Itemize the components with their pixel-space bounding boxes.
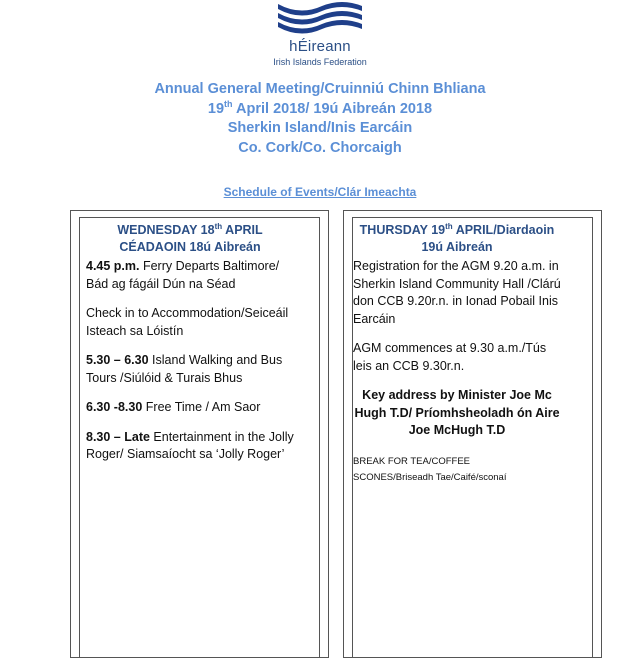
- organization-subtitle: Irish Islands Federation: [273, 57, 367, 67]
- thursday-column: [353, 222, 561, 486]
- event-ferry: 4.45 p.m. Ferry Departs Baltimore/ Bád ag fágáil Dún na Séad: [86, 259, 280, 291]
- event-free-time: 6.30 -8.30 Free Time / Am Saor: [86, 400, 261, 414]
- heading-line-2: 19th April 2018/ 19ú Aibreán 2018: [207, 98, 433, 117]
- event-keynote: Key address by Minister Joe Mc Hugh T.D/ Príomhsheoladh ón Aire Joe McHugh T.D: [354, 388, 560, 437]
- event-registration: Registration for the AGM 9.20 a.m. in Sherkin Island Community Hall /Clárú don CCB 9.20r.n. in Ionad Pobail Inis Earcáin: [353, 259, 561, 326]
- event-walking-tours: 5.30 – 6.30 Island Walking and Bus Tours /Siúlóid & Turais Bhus: [86, 353, 283, 385]
- thursday-title: THURSDAY 19th APRIL/Diardaoin 19ú Aibreán: [359, 221, 555, 254]
- wednesday-column: [86, 222, 294, 476]
- schedule-title: Schedule of Events/Clár Imeachta: [223, 185, 417, 199]
- event-check-in: Check in to Accommodation/Seiceáil Isteach sa Lóistín: [86, 306, 289, 338]
- wednesday-title: WEDNESDAY 18th APRIL CÉADAOIN 18ú Aibreán: [117, 221, 263, 254]
- event-entertainment: 8.30 – Late Entertainment in the Jolly Roger/ Siamsaíocht sa ‘Jolly Roger’: [86, 429, 294, 461]
- page-heading: [0, 80, 640, 158]
- organization-name: hÉireann: [289, 38, 351, 55]
- heading-line-1: Annual General Meeting/Cruinniú Chinn Bhliana: [154, 81, 486, 97]
- event-break: BREAK FOR TEA/COFFEE SCONES/Briseadh Tae/Caifé/sconaí: [353, 455, 507, 483]
- event-agm: AGM commences at 9.30 a.m./Tús leis an CCB 9.30r.n.: [353, 341, 547, 373]
- heading-line-4: Co. Cork/Co. Chorcaigh: [238, 139, 402, 156]
- heading-line-3: Sherkin Island/Inis Earcáin: [227, 120, 413, 136]
